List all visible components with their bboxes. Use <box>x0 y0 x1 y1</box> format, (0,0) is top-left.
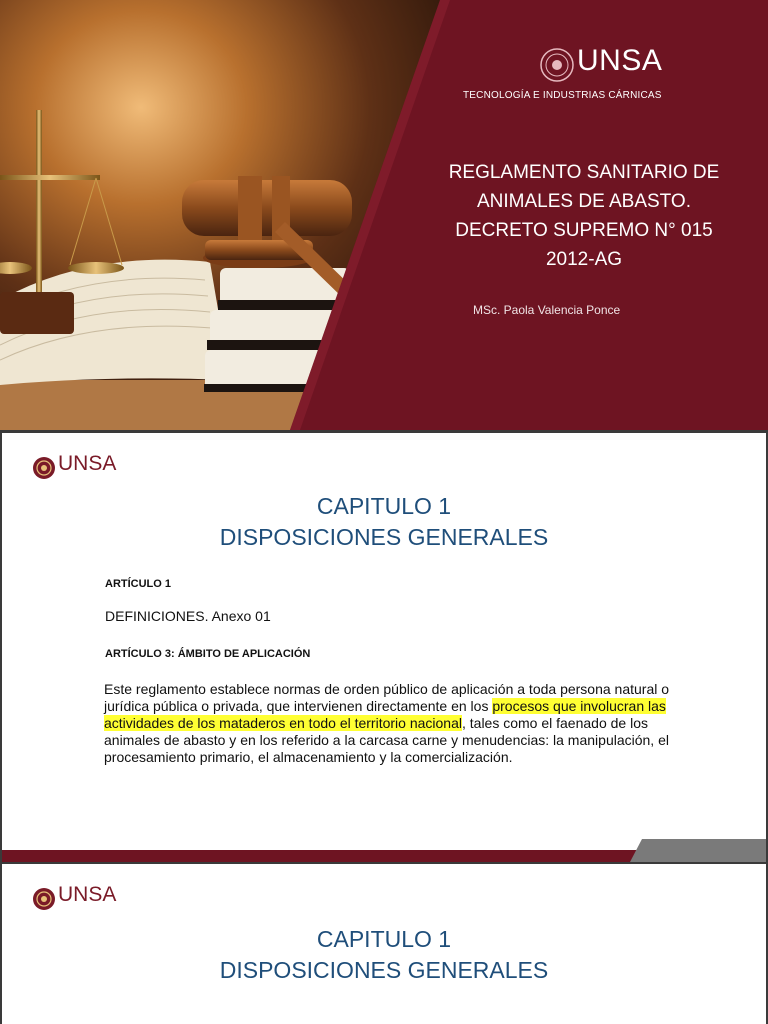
chapter-heading <box>2 491 766 553</box>
unsa-logo-text: UNSA <box>58 883 117 906</box>
program-name: TECNOLOGÍA E INDUSTRIAS CÁRNICAS <box>463 90 662 101</box>
presentation-title <box>430 158 738 274</box>
article-1-heading: ARTÍCULO 1 <box>105 578 171 590</box>
article-3-paragraph <box>104 681 704 766</box>
footer-accent <box>630 839 766 862</box>
paragraph-text-start: Este reglamento establece normas de orden público de aplicación a toda persona natural o jurídica pública o privada, que intervienen directamente en los <box>104 681 670 714</box>
content-slide-article-3 <box>2 433 766 862</box>
content-slide-chapter-1 <box>2 864 766 1024</box>
title-line-2: ANIMALES DE ABASTO. <box>476 191 691 212</box>
author-name: MSc. Paola Valencia Ponce <box>473 303 621 317</box>
unsa-logo-text: UNSA <box>58 452 117 475</box>
unsa-logo-text: UNSA <box>577 44 663 77</box>
article-3-heading: ARTÍCULO 3: ÁMBITO DE APLICACIÓN <box>105 648 311 660</box>
chapter-title: DISPOSICIONES GENERALES <box>219 524 549 550</box>
article-1-text: DEFINICIONES. Anexo 01 <box>105 608 271 624</box>
chapter-title: DISPOSICIONES GENERALES <box>219 957 549 983</box>
chapter-number: CAPITULO 1 <box>316 926 452 952</box>
chapter-heading <box>2 924 766 986</box>
title-line-4: 2012-AG <box>545 249 623 270</box>
chapter-number: CAPITULO 1 <box>316 493 452 519</box>
title-line-3: DECRETO SUPREMO N° 015 <box>455 220 713 241</box>
paragraph-text-end: , tales como el faenado de los animales de abasto y en los referido a la carcasa carne y menudencias: la manipulación, el procesamiento primario, el almacenamiento y la comercialización. <box>104 715 669 765</box>
highlighted-text: procesos que involucran las actividades de los mataderos en todo el territorio nacional <box>104 698 666 731</box>
title-line-1: REGLAMENTO SANITARIO DE <box>448 162 720 183</box>
title-slide <box>0 0 768 430</box>
